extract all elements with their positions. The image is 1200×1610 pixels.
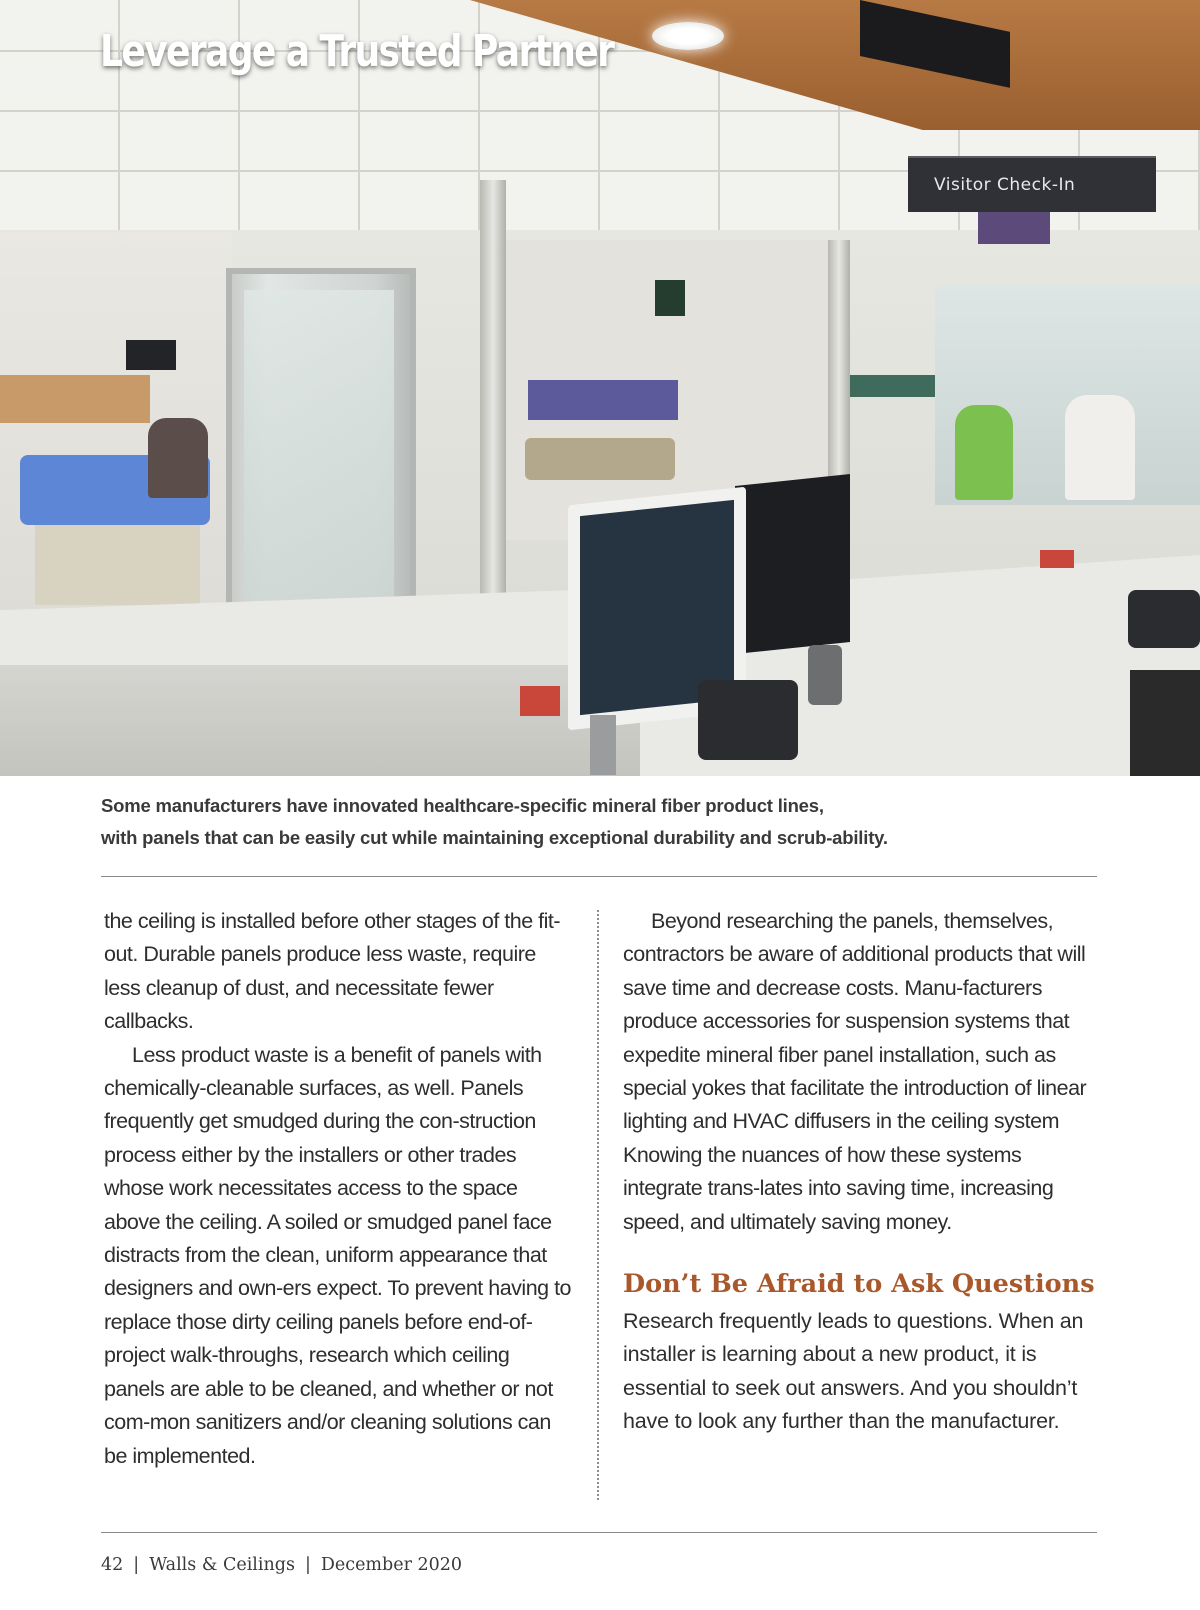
power-outlet xyxy=(520,686,560,716)
magazine-name: Walls & Ceilings xyxy=(149,1555,295,1575)
staff-figure-white xyxy=(1065,395,1135,500)
desk-phone xyxy=(1128,590,1200,648)
hero-photo xyxy=(0,0,1200,776)
left-paragraph-1: the ceiling is installed before other stages of the fit-out. Durable panels produce less waste, require less cleanup of dust, and necessitate fewer callbacks. xyxy=(104,909,561,1034)
subheading: Don’t Be Afraid to Ask Questions xyxy=(623,1269,1095,1300)
computer-monitor-rear xyxy=(735,474,850,654)
card-reader xyxy=(808,645,842,705)
ceiling-light xyxy=(652,22,724,50)
reception-counter-front xyxy=(0,665,640,776)
hospital-bed-base xyxy=(35,525,200,605)
left-paragraph-2: Less product waste is a benefit of panels with chemically-cleanable surfaces, as well. Panels frequently get smudged during the con-struction process either by the installers or other trades whose work necessitates access to the space above the ceiling. A soiled or smudged panel face distracts from the clean, uniform appearance that designers and own-ers expect. To prevent having to replace those dirty ceiling panels before end-of-project walk-throughs, research which ceiling panels are able to be cleaned, and whether or not com-mon sanitizers and/or cleaning solutions can be implemented. xyxy=(104,1042,572,1468)
footer-divider xyxy=(101,1532,1097,1533)
staff-figure-green xyxy=(955,405,1013,500)
nurse-figure xyxy=(148,418,208,498)
column-divider xyxy=(597,910,599,1500)
corridor-green-sign xyxy=(655,280,685,316)
right-paragraph-1: Beyond researching the panels, themselves, contractors be aware of additional products that will save time and decrease costs. Manu-facturers produce accessories for suspension systems that expedite mineral fiber panel installation, such as special yokes that facilitate the introduction of linear lighting and HVAC diffusers in the ceiling system Knowing the nuances of how these systems integrate trans-lates into saving time, increasing speed, and ultimately saving money. xyxy=(623,909,1087,1234)
issue-date: December 2020 xyxy=(320,1555,463,1575)
desk-phone xyxy=(698,680,798,760)
waiting-chairs xyxy=(525,438,675,480)
caption-line-1: Some manufacturers have innovated healthcare-specific mineral fiber product lines, xyxy=(101,795,824,816)
steel-pillar-left xyxy=(480,180,506,650)
bed-headwall xyxy=(0,375,150,423)
wayfinding-sign xyxy=(850,375,940,397)
photo-caption xyxy=(101,790,1101,854)
visitor-check-in-sign-text: Visitor Check-In xyxy=(934,175,1076,195)
left-column xyxy=(104,905,574,1473)
right-column xyxy=(623,905,1098,1439)
caption-divider xyxy=(101,876,1097,877)
visitor-check-in-sign xyxy=(908,156,1156,212)
monitor-stand xyxy=(590,715,616,775)
right-paragraph-2: Research frequently leads to questions. When an installer is learning about a new product, it is essential to seek out answers. And you shouldn’t have to look any further than the manufacturer. xyxy=(623,1309,1084,1434)
purple-wall-band xyxy=(528,380,678,420)
caption-line-2: with panels that can be easily cut while maintaining exceptional durability and scrub-ability. xyxy=(101,827,888,848)
counter-cabinet xyxy=(1130,670,1200,776)
footer-separator: | xyxy=(133,1555,140,1575)
section-title: Leverage a Trusted Partner xyxy=(100,26,614,77)
patient-monitor xyxy=(126,340,176,370)
page-footer xyxy=(101,1555,462,1575)
power-outlet xyxy=(1040,550,1074,568)
page-number: 42 xyxy=(101,1555,124,1575)
footer-separator: | xyxy=(304,1555,311,1575)
directional-sign xyxy=(978,212,1050,244)
